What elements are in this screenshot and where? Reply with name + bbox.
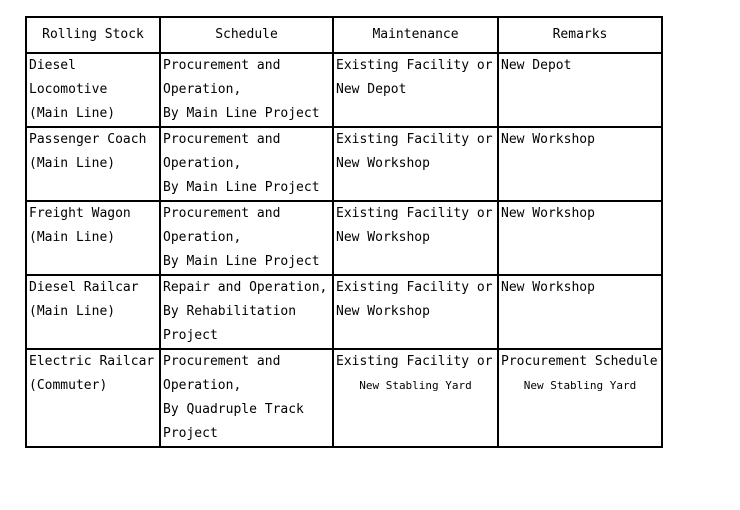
remarks-line: New Workshop: [501, 132, 595, 147]
schedule-cell: [160, 127, 333, 201]
schedule-line: Procurement and: [163, 354, 281, 369]
schedule-line: Operation,: [163, 156, 242, 171]
table-row: [26, 201, 662, 275]
header-rolling-stock: Rolling Stock: [26, 17, 160, 53]
table-row: [26, 53, 662, 127]
stock-line: Passenger Coach: [29, 132, 147, 147]
table-row: [26, 275, 662, 349]
stock-line: (Main Line): [29, 304, 116, 319]
schedule-line: Operation,: [163, 378, 242, 393]
schedule-line: Operation,: [163, 82, 242, 97]
maintenance-cell: [333, 127, 498, 201]
schedule-cell: [160, 53, 333, 127]
schedule-line: Procurement and: [163, 132, 281, 147]
maintenance-line: Existing Facility or: [336, 280, 493, 295]
stock-cell: [26, 201, 160, 275]
maintenance-line: New Workshop: [336, 230, 430, 245]
schedule-line: Project: [163, 328, 218, 343]
stock-line: Electric Railcar: [29, 354, 155, 369]
remarks-line: New Workshop: [501, 280, 595, 295]
stock-cell: [26, 53, 160, 127]
stock-cell: [26, 275, 160, 349]
schedule-cell: [160, 349, 333, 447]
maintenance-cell: [333, 275, 498, 349]
stock-line: Diesel Railcar: [29, 280, 139, 295]
maintenance-line: Existing Facility or: [336, 132, 493, 147]
remarks-cell: [498, 349, 662, 447]
schedule-line: By Main Line Project: [163, 106, 320, 121]
remarks-line: New Workshop: [501, 206, 595, 221]
maintenance-cell: [333, 201, 498, 275]
schedule-cell: [160, 275, 333, 349]
schedule-line: By Main Line Project: [163, 180, 320, 195]
header-row: [26, 17, 662, 53]
maintenance-cell: [333, 349, 498, 447]
stock-line: (Main Line): [29, 230, 116, 245]
remarks-small-line: New Stabling Yard: [523, 379, 637, 392]
remarks-line: New Depot: [501, 58, 572, 73]
maintenance-cell: [333, 53, 498, 127]
maintenance-line: New Workshop: [336, 304, 430, 319]
stock-line: Freight Wagon: [29, 206, 131, 221]
stock-line: (Main Line): [29, 106, 116, 121]
stock-line: (Main Line): [29, 156, 116, 171]
stock-line: Diesel: [29, 58, 76, 73]
maintenance-small-line: New Stabling Yard: [359, 379, 472, 392]
header-schedule: Schedule: [160, 17, 333, 53]
rolling-stock-table: [25, 16, 663, 448]
schedule-line: By Quadruple Track: [163, 402, 304, 417]
maintenance-line: Existing Facility or: [336, 58, 493, 73]
table-row: [26, 127, 662, 201]
remarks-cell: [498, 275, 662, 349]
schedule-cell: [160, 201, 333, 275]
table-row: [26, 349, 662, 447]
header-maintenance: Maintenance: [333, 17, 498, 53]
schedule-line: Project: [163, 426, 218, 441]
maintenance-line: Existing Facility or: [336, 206, 493, 221]
schedule-line: Procurement and: [163, 58, 281, 73]
schedule-line: By Rehabilitation: [163, 304, 297, 319]
maintenance-line: New Depot: [336, 82, 407, 97]
schedule-line: By Main Line Project: [163, 254, 320, 269]
maintenance-line: Existing Facility or: [336, 354, 493, 369]
maintenance-line: New Workshop: [336, 156, 430, 171]
stock-cell: [26, 127, 160, 201]
remarks-cell: [498, 201, 662, 275]
stock-line: Locomotive: [29, 82, 108, 97]
schedule-line: Repair and Operation,: [163, 280, 328, 295]
remarks-cell: [498, 53, 662, 127]
header-remarks: Remarks: [498, 17, 662, 53]
schedule-line: Operation,: [163, 230, 242, 245]
stock-line: (Commuter): [29, 378, 108, 393]
remarks-line: Procurement Schedule: [501, 354, 658, 369]
stock-cell: [26, 349, 160, 447]
remarks-cell: [498, 127, 662, 201]
schedule-line: Procurement and: [163, 206, 281, 221]
